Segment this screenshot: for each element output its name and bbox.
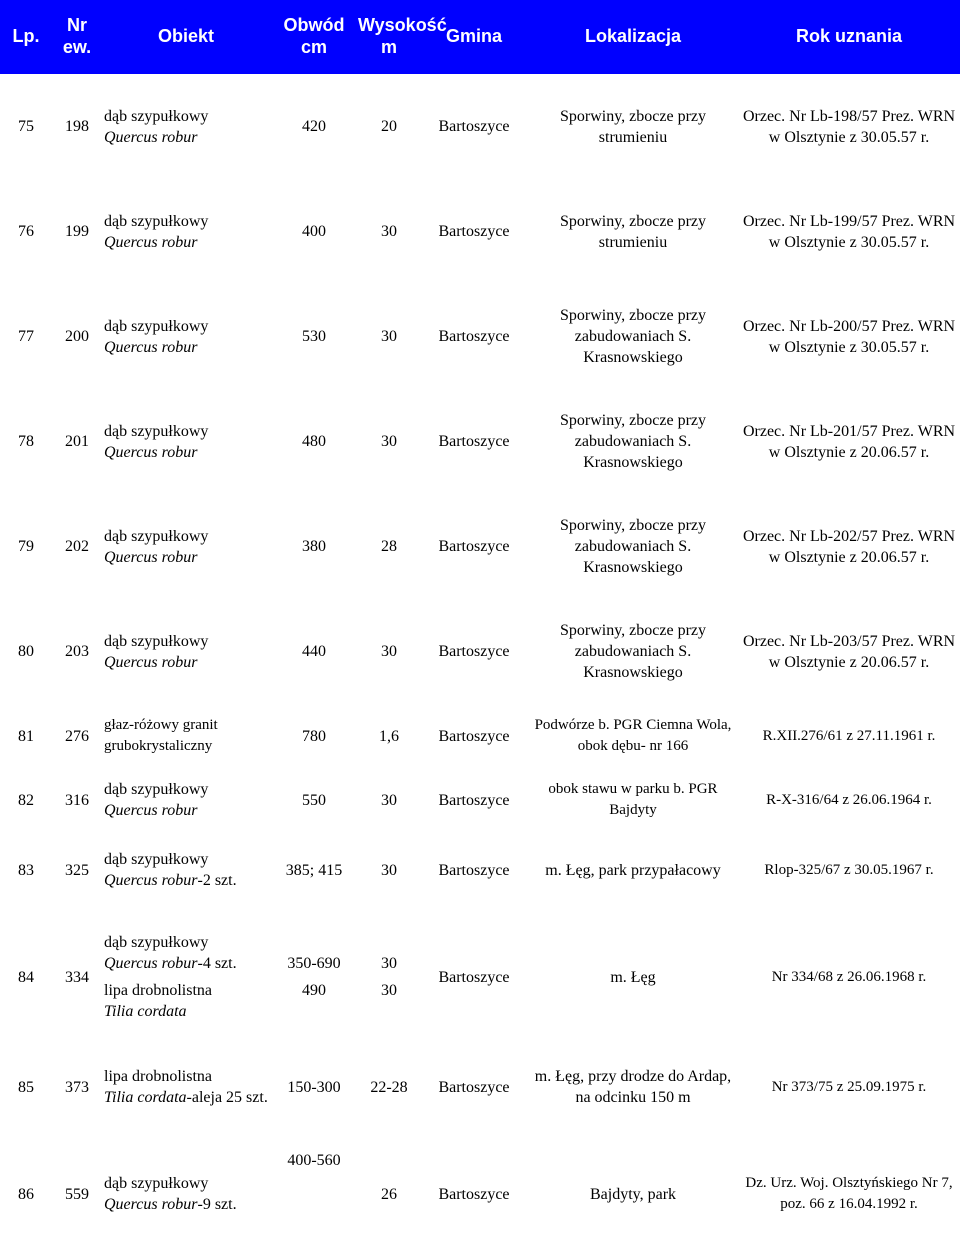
cell-obiekt [102,704,270,768]
cell-obwod: 385; 415 [285,861,343,879]
header-wysokosc [358,0,447,74]
cell-lp: 86 [18,1185,34,1203]
cell-obiekt [102,284,270,389]
object-latin: Quercus robur [104,802,198,819]
cell-wysokosc: 30 [381,433,397,450]
cell-gmina: Bartoszyce [438,538,510,555]
cell-obwod [270,908,358,1046]
cell-lp: 75 [18,118,34,135]
obwod-value-2: 490 [302,982,326,999]
header-rok: Rok uznania [738,0,960,74]
header-obwod [270,0,358,74]
object-latin: Quercus robur [104,338,198,356]
object-name: dąb szypułkowy [104,527,209,545]
wysokosc-value-2: 30 [381,982,397,999]
cell-nr: 559 [65,1185,89,1203]
object-name: dąb szypułkowy [104,1175,209,1192]
cell-nr: 373 [65,1078,89,1096]
cell-lokalizacja: Bajdyty, park [589,1185,677,1203]
table-row [0,599,960,704]
object-latin: Quercus robur [104,1196,198,1213]
cell-obiekt [102,389,270,494]
cell-wysokosc: 30 [381,643,397,660]
table-row [0,284,960,389]
cell-lp: 76 [18,223,34,240]
table-row [0,389,960,494]
cell-lp: 78 [18,433,34,450]
cell-wysokosc: 30 [381,861,397,879]
cell-obwod: 380 [302,538,326,555]
table-row [0,74,960,179]
obwod-value: 350-690 [287,955,341,972]
cell-lokalizacja: Sporwiny, zbocze przy strumieniu [559,107,707,146]
object-count: -4 szt. [197,955,237,972]
cell-rok: Nr 373/75 z 25.09.1975 r. [771,1078,927,1095]
cell-gmina: Bartoszyce [438,1078,510,1096]
cell-gmina: Bartoszyce [438,791,510,809]
cell-rok: Rlop-325/67 z 30.05.1967 r. [764,861,934,878]
object-latin: Quercus robur [104,443,198,461]
object-latin-2: Tilia cordata [104,1003,187,1020]
object-latin: Quercus robur [104,233,198,251]
cell-wysokosc: 26 [381,1185,397,1203]
cell-rok: Orzec. Nr Lb-202/57 Prez. WRN w Olsztynie z 20.06.57 r. [742,527,956,566]
object-name: dąb szypułkowy [104,934,209,951]
cell-gmina: Bartoszyce [438,727,510,745]
table-row [0,494,960,599]
table-row [0,768,960,832]
cell-lokalizacja: obok stawu w parku b. PGR Bajdyty [548,781,718,818]
header-gmina: Gmina [420,0,528,74]
object-name: dąb szypułkowy [104,781,209,798]
cell-obwod: 420 [302,118,326,135]
cell-lokalizacja: m. Łęg, przy drodze do Ardap, na odcinku 150 m [534,1068,732,1106]
object-name: głaz-różowy granit grubokrystaliczny [104,717,218,754]
cell-obwod: 400-560 [287,1152,341,1169]
cell-nr: 325 [65,861,89,879]
cell-obwod: 480 [302,433,326,450]
cell-nr: 198 [65,118,89,135]
header-lp: Lp. [0,0,52,74]
cell-lokalizacja: m. Łęg [610,968,656,986]
cell-obiekt [102,1128,270,1260]
header-wysokosc-label: Wysokość [358,15,447,36]
cell-lokalizacja: Sporwiny, zbocze przy zabudowaniach S. Krasnowskiego [559,517,707,576]
cell-gmina: Bartoszyce [438,643,510,660]
cell-gmina: Bartoszyce [438,118,510,135]
cell-lokalizacja: Sporwiny, zbocze przy strumieniu [559,212,707,251]
object-latin: Quercus robur [104,653,198,671]
cell-wysokosc [358,908,420,1046]
cell-nr: 201 [65,433,89,450]
table-row [0,832,960,908]
cell-lokalizacja: Sporwiny, zbocze przy zabudowaniach S. Krasnowskiego [559,622,707,681]
header-wysokosc-unit: m [380,37,397,57]
cell-obiekt [102,768,270,832]
object-latin: Quercus robur [104,128,198,146]
object-latin: Tilia cordata [104,1089,187,1106]
cell-rok: Orzec. Nr Lb-203/57 Prez. WRN w Olsztynie z 20.06.57 r. [742,632,956,671]
object-name: dąb szypułkowy [104,422,209,440]
cell-wysokosc: 22-28 [370,1078,408,1096]
cell-rok: Orzec. Nr Lb-201/57 Prez. WRN w Olsztynie z 20.06.57 r. [742,422,956,461]
cell-lp: 84 [18,968,34,986]
cell-lokalizacja: m. Łęg, park przypałacowy [545,861,721,879]
object-name: lipa drobnolistna [104,1068,212,1085]
cell-gmina: Bartoszyce [438,328,510,345]
cell-wysokosc: 30 [381,328,397,345]
cell-lokalizacja: Sporwiny, zbocze przy zabudowaniach S. Krasnowskiego [559,412,707,471]
object-name: dąb szypułkowy [104,851,209,868]
cell-rok: Nr 334/68 z 26.06.1968 r. [771,968,927,985]
cell-rok: R.XII.276/61 z 27.11.1961 r. [762,727,936,744]
object-latin: Quercus robur [104,955,198,972]
cell-obiekt [102,908,270,1046]
header-obiekt: Obiekt [102,0,270,74]
cell-obwod: 530 [302,328,326,345]
cell-lp: 77 [18,328,34,345]
cell-obwod: 550 [302,791,326,809]
cell-nr: 334 [65,968,89,986]
cell-wysokosc: 20 [381,118,397,135]
header-row [0,0,960,74]
cell-obiekt [102,832,270,908]
cell-lokalizacja: Podwórze b. PGR Ciemna Wola, obok dębu- nr 166 [534,717,732,754]
object-latin: Quercus robur [104,872,198,889]
cell-rok: Orzec. Nr Lb-200/57 Prez. WRN w Olsztynie z 30.05.57 r. [742,317,956,356]
cell-lokalizacja: Sporwiny, zbocze przy zabudowaniach S. Krasnowskiego [559,307,707,366]
table-row [0,1046,960,1128]
cell-lp: 82 [18,791,34,809]
cell-rok: Orzec. Nr Lb-198/57 Prez. WRN w Olsztynie z 30.05.57 r. [742,107,956,146]
cell-rok: R-X-316/64 z 26.06.1964 r. [766,791,932,808]
cell-lp: 81 [18,727,34,745]
cell-nr: 202 [65,538,89,555]
cell-gmina: Bartoszyce [438,223,510,240]
cell-wysokosc: 30 [381,791,397,809]
object-count: -9 szt. [197,1196,237,1213]
cell-lp: 85 [18,1078,34,1096]
cell-gmina: Bartoszyce [438,433,510,450]
table-row [0,179,960,284]
cell-obwod: 780 [302,727,326,745]
cell-rok: Dz. Urz. Woj. Olsztyńskiego Nr 7, poz. 66 z 16.04.1992 r. [745,1175,953,1212]
cell-lp: 83 [18,861,34,879]
cell-obwod: 150-300 [287,1078,341,1096]
cell-lp: 80 [18,643,34,660]
cell-obiekt [102,494,270,599]
cell-nr: 316 [65,791,89,809]
table-row [0,704,960,768]
cell-obiekt [102,599,270,704]
cell-gmina: Bartoszyce [438,968,510,986]
cell-nr: 200 [65,328,89,345]
cell-obiekt [102,179,270,284]
object-name: dąb szypułkowy [104,317,209,335]
header-obwod-label: Obwód [283,15,345,36]
cell-obiekt [102,1046,270,1128]
cell-obwod: 400 [302,223,326,240]
table-row [0,908,960,1046]
object-latin: Quercus robur [104,548,198,566]
header-nr-ew: Nr ew. [52,0,102,74]
cell-lp: 79 [18,538,34,555]
object-count: -aleja 25 szt. [186,1089,268,1106]
cell-wysokosc: 1,6 [379,727,399,745]
object-name: dąb szypułkowy [104,107,209,125]
wysokosc-value: 30 [381,955,397,972]
cell-wysokosc: 30 [381,223,397,240]
cell-nr: 203 [65,643,89,660]
cell-rok: Orzec. Nr Lb-199/57 Prez. WRN w Olsztynie z 30.05.57 r. [742,212,956,251]
object-count: -2 szt. [197,872,237,889]
cell-nr: 276 [65,727,89,745]
cell-obiekt [102,74,270,179]
object-name: dąb szypułkowy [104,212,209,230]
object-name-2: lipa drobnolistna [104,982,212,999]
cell-gmina: Bartoszyce [438,1185,510,1203]
cell-nr: 199 [65,223,89,240]
cell-obwod: 440 [302,643,326,660]
cell-gmina: Bartoszyce [438,861,510,879]
cell-wysokosc: 28 [381,538,397,555]
object-name: dąb szypułkowy [104,632,209,650]
header-lokalizacja: Lokalizacja [528,0,738,74]
header-obwod-unit: cm [300,37,327,57]
table-row [0,1128,960,1260]
